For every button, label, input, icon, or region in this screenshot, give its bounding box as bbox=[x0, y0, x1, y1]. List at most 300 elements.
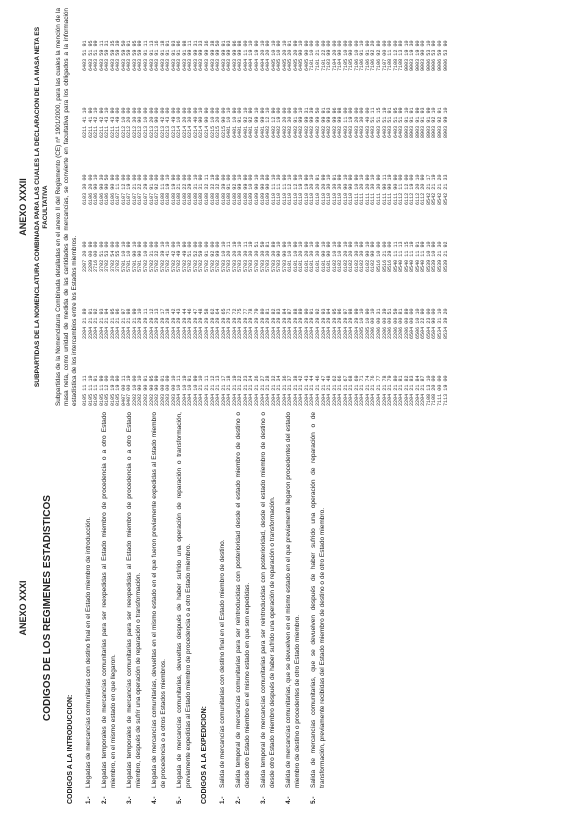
cn-code: 5703 30 59 bbox=[259, 241, 266, 272]
cn-code: 6403 40 00 bbox=[364, 107, 371, 138]
introduction-code-item bbox=[175, 412, 193, 804]
code-column bbox=[83, 142, 449, 205]
cn-code: 0407 00 19 bbox=[126, 375, 133, 406]
cn-code: 8903 92 91 bbox=[437, 107, 443, 138]
cn-code: 2202 90 95 bbox=[148, 375, 155, 406]
cn-code: 7108 20 00 bbox=[431, 375, 438, 406]
cn-code: 2204 21 26 bbox=[253, 375, 260, 406]
cn-code: 2204 21 10 bbox=[198, 375, 205, 406]
cn-code: 6101 10 90 bbox=[292, 241, 299, 272]
cn-code: 2204 21 17 bbox=[220, 375, 227, 406]
code-column bbox=[83, 343, 449, 406]
cn-code: 2204 21 80 bbox=[392, 375, 399, 406]
cn-code: 6107 12 00 bbox=[120, 174, 127, 205]
cn-code: 6401 10 90 bbox=[231, 107, 238, 138]
cn-code: 5703 20 19 bbox=[231, 241, 238, 272]
cn-code: 6111 90 90 bbox=[392, 174, 399, 205]
cn-code: 0105 11 99 bbox=[98, 375, 105, 406]
cn-code: 6108 19 90 bbox=[170, 174, 177, 205]
cn-code: 8534 31 10 bbox=[437, 308, 443, 339]
cn-code: 5701 90 10 bbox=[131, 241, 138, 272]
cn-code: 0407 00 11 bbox=[120, 375, 127, 406]
cn-code: 6403 91 16 bbox=[154, 40, 161, 71]
item-text: Salida de mercancías comunitarias, que se devuelven después de haber sufrido una operación de reparación o de transformación, previamente recibidas del Estado miembro de destino o de otro Estado miembro. bbox=[310, 412, 326, 788]
cn-code: 6403 91 13 bbox=[148, 40, 155, 71]
item-text: Salida temporal de mercancías comunitarias para ser reintroducidas con posterioridad, desde el estado miembro de destino o desde otro Estado miembro después de haber sufrido una operación de reparación o transformación. bbox=[260, 412, 276, 788]
cn-code: 6401 10 10 bbox=[226, 107, 233, 138]
cn-code: 2204 21 46 bbox=[314, 375, 321, 406]
cn-code: 3702 54 00 bbox=[109, 241, 116, 272]
cn-code: 6107 19 00 bbox=[126, 174, 133, 205]
cn-code: 0105 19 90 bbox=[115, 375, 122, 406]
cn-code: 6102 90 10 bbox=[364, 241, 371, 272]
cn-code: 5702 91 00 bbox=[204, 241, 211, 272]
cn-code: 8903 99 10 bbox=[442, 107, 449, 138]
cn-code: 7104 90 00 bbox=[337, 40, 344, 71]
cn-code: 7113 19 00 bbox=[442, 375, 449, 406]
cn-code: 5702 41 10 bbox=[165, 241, 172, 272]
cn-code: 7106 92 20 bbox=[370, 40, 377, 71]
item-number: 4.- bbox=[151, 796, 158, 804]
cn-code: 7106 91 10 bbox=[359, 40, 366, 71]
cn-code: 6403 99 91 bbox=[220, 40, 227, 71]
cn-code: 2202 90 91 bbox=[143, 375, 150, 406]
cn-code: 6403 59 35 bbox=[109, 40, 116, 71]
cn-code: 6112 11 00 bbox=[398, 174, 405, 205]
cn-code: 2207 20 00 bbox=[82, 241, 88, 272]
cn-code: 2203 00 10 bbox=[170, 375, 177, 406]
code-column bbox=[83, 8, 449, 71]
cn-code: 8542 21 33 bbox=[442, 174, 449, 205]
cn-code: 6112 19 00 bbox=[409, 174, 416, 205]
cn-code: 6401 92 90 bbox=[248, 107, 255, 138]
cn-code: 2204 29 95 bbox=[331, 308, 338, 339]
expedition-code-item bbox=[259, 412, 277, 804]
cn-code: 6212 20 00 bbox=[126, 107, 133, 138]
item-number: 5.- bbox=[310, 796, 317, 804]
cn-code: 6211 41 10 bbox=[82, 107, 88, 138]
cn-code: 6110 12 10 bbox=[287, 174, 294, 205]
cn-code: 6403 99 96 bbox=[231, 40, 238, 71]
cn-code: 8903 91 93 bbox=[420, 107, 427, 138]
cn-code: 6403 91 11 bbox=[143, 40, 150, 71]
cn-code: 2204 21 32 bbox=[270, 375, 277, 406]
cn-code: 6403 99 31 bbox=[192, 40, 199, 71]
cn-code: 2204 21 76 bbox=[370, 375, 377, 406]
cn-code: 6111 20 90 bbox=[364, 174, 371, 205]
annex-xxxi-heading: ANEXO XXXI bbox=[18, 580, 28, 636]
cn-code: 2204 21 12 bbox=[209, 375, 216, 406]
cn-code: 6101 10 10 bbox=[287, 241, 294, 272]
cn-code: 2204 21 98 bbox=[126, 308, 133, 339]
cn-code: 6403 99 11 bbox=[187, 40, 194, 71]
cn-code: 8542 21 20 bbox=[437, 174, 443, 205]
cn-code: 8542 21 19 bbox=[431, 174, 438, 205]
cn-code: 7101 10 00 bbox=[309, 40, 316, 71]
expedition-code-item bbox=[218, 412, 227, 804]
cn-code-table bbox=[83, 8, 449, 406]
cn-code: 6213 90 00 bbox=[154, 107, 161, 138]
cn-code: 6405 20 91 bbox=[287, 40, 294, 71]
cn-code: 6403 91 98 bbox=[181, 40, 188, 71]
cn-code: 2204 21 27 bbox=[259, 375, 266, 406]
cn-code: 6211 49 00 bbox=[115, 107, 122, 138]
cn-code: 0105 11 11 bbox=[82, 375, 88, 406]
statistical-regimes-title: CODIGOS DE LOS REGIMENES ESTADISTICOS bbox=[42, 495, 53, 721]
cn-code: 2202 10 00 bbox=[131, 375, 138, 406]
cn-code: 6109 90 30 bbox=[259, 174, 266, 205]
annex-xxxii bbox=[18, 8, 566, 406]
cn-code: 7101 22 00 bbox=[320, 40, 327, 71]
cn-code: 2204 29 93 bbox=[320, 308, 327, 339]
cn-code: 2205 10 10 bbox=[359, 308, 366, 339]
cn-code: 8903 91 99 bbox=[425, 107, 432, 138]
cn-code: 6402 12 90 bbox=[270, 107, 277, 138]
cn-code: 6403 99 36 bbox=[204, 40, 211, 71]
cn-code: 6107 22 00 bbox=[137, 174, 144, 205]
cn-code: 6102 30 90 bbox=[359, 241, 366, 272]
cn-code: 6405 20 99 bbox=[292, 40, 299, 71]
cn-code: 8516 21 00 bbox=[381, 241, 388, 272]
code-column bbox=[83, 276, 449, 339]
cn-code: 6401 91 00 bbox=[237, 107, 244, 138]
cn-code: 2204 21 22 bbox=[237, 375, 244, 406]
cn-code: 6107 29 00 bbox=[143, 174, 150, 205]
cn-code: 5703 30 10 bbox=[237, 241, 244, 272]
cn-code: 2206 00 81 bbox=[398, 308, 405, 339]
cn-code: 8540 11 13 bbox=[398, 241, 405, 272]
cn-code: 6403 51 91 bbox=[387, 107, 394, 138]
cn-code: 2204 21 71 bbox=[359, 375, 366, 406]
cn-code: 6214 40 00 bbox=[192, 107, 199, 138]
cn-code: 6213 43 00 bbox=[165, 107, 172, 138]
annex-xxxi bbox=[18, 412, 563, 804]
cn-code: 6106 90 10 bbox=[93, 174, 100, 205]
cn-code: 2204 21 36 bbox=[281, 375, 288, 406]
cn-code: 8903 91 91 bbox=[409, 107, 416, 138]
cn-code: 5702 42 00 bbox=[170, 241, 177, 272]
cn-code: 5703 90 10 bbox=[276, 241, 283, 272]
cn-code: 8540 11 99 bbox=[420, 241, 427, 272]
cn-code: 6401 99 90 bbox=[259, 107, 266, 138]
cn-code: 6214 30 00 bbox=[187, 107, 194, 138]
cn-code: 7105 90 00 bbox=[348, 40, 355, 71]
cn-code: 8539 21 92 bbox=[442, 241, 449, 272]
cn-code: 2204 21 67 bbox=[342, 375, 349, 406]
cn-code: 6403 59 31 bbox=[104, 40, 111, 71]
cn-code: 6402 99 98 bbox=[337, 107, 344, 138]
cn-code: 6403 51 19 bbox=[381, 107, 388, 138]
cn-code: 7106 92 80 bbox=[375, 40, 382, 71]
cn-code: 6107 21 00 bbox=[131, 174, 138, 205]
cn-code: 6110 11 10 bbox=[270, 174, 277, 205]
cn-code: 6402 12 10 bbox=[265, 107, 272, 138]
cn-code: 0105 11 19 bbox=[87, 375, 94, 406]
nomenclature-subtitle: SUBPARTIDAS DE LA NOMENCLATURA COMBINADA PARA LAS CUALES LA DECLARACION DE LA MASA NETA ES FACULTATIVA bbox=[34, 26, 49, 388]
item-text: Llegada de mercancías comunitarias, devueltas después de haber sufrido una operación de reparación o transformación, previamente expedidas al Estado miembro de procedencia o a otro Estado miembro. bbox=[176, 412, 192, 788]
cn-code: 6111 90 11 bbox=[381, 174, 388, 205]
cn-code: 2204 21 42 bbox=[298, 375, 305, 406]
cn-code: 6402 20 00 bbox=[281, 107, 288, 138]
item-text: Llegadas temporales de mercancías comunitarias para ser reexpedidas al Estado miembro de procedencia o a otro Estado miembro, en el mismo estado en que llegaron. bbox=[101, 412, 117, 788]
cn-code: 2204 21 18 bbox=[226, 375, 233, 406]
cn-code: 2204 29 79 bbox=[253, 308, 260, 339]
cn-code: 7106 10 00 bbox=[353, 40, 360, 71]
introduction-code-item bbox=[100, 412, 118, 804]
cn-code: 2204 21 95 bbox=[109, 308, 116, 339]
cn-code: 2204 10 19 bbox=[181, 375, 188, 406]
item-text: Llegada de mercancías comunitarias, devueltas en el mismo estado en el que fueron previamente expedidas al Estado miembro de procedencia o a otros Estados miembros. bbox=[151, 412, 167, 788]
cn-code: 2204 29 82 bbox=[270, 308, 277, 339]
cn-code: 5703 90 90 bbox=[281, 241, 288, 272]
cn-code: 6110 19 10 bbox=[298, 174, 305, 205]
cn-code: 5702 39 10 bbox=[159, 241, 166, 272]
cn-code: 5701 10 99 bbox=[126, 241, 133, 272]
cn-code: 6215 10 00 bbox=[209, 107, 216, 138]
cn-code: 6402 99 39 bbox=[309, 107, 316, 138]
cn-code: 5702 32 00 bbox=[154, 241, 161, 272]
expedition-code-item bbox=[284, 412, 302, 804]
cn-code: 6405 10 90 bbox=[276, 40, 283, 71]
cn-code: 3702 53 00 bbox=[104, 241, 111, 272]
cn-code: 2204 21 96 bbox=[115, 308, 122, 339]
cn-code: 0105 11 91 bbox=[93, 375, 100, 406]
cn-code: 6402 99 50 bbox=[314, 107, 321, 138]
cn-code: 6109 10 00 bbox=[248, 174, 255, 205]
cn-code: 6402 99 91 bbox=[320, 107, 327, 138]
cn-code: 2204 29 62 bbox=[209, 308, 216, 339]
cn-code: 6213 20 00 bbox=[148, 107, 155, 138]
cn-code: 2204 21 78 bbox=[381, 375, 388, 406]
cn-code: 2204 29 17 bbox=[159, 308, 166, 339]
cn-code: 5702 51 00 bbox=[187, 241, 194, 272]
cn-code: 6403 59 50 bbox=[120, 40, 127, 71]
cn-code: 2204 21 79 bbox=[387, 375, 394, 406]
cn-code: 6106 90 50 bbox=[104, 174, 111, 205]
cn-code: 6404 19 10 bbox=[248, 40, 255, 71]
cn-code: 5702 10 00 bbox=[143, 241, 150, 272]
cn-code: 6403 11 00 bbox=[342, 107, 349, 138]
cn-code: 2204 29 87 bbox=[287, 308, 294, 339]
cn-code: 6402 30 00 bbox=[287, 107, 294, 138]
cn-code: 3702 51 00 bbox=[98, 241, 105, 272]
cn-code: 7107 00 00 bbox=[381, 40, 388, 71]
cn-code: 7108 11 00 bbox=[387, 40, 394, 71]
cn-code: 2204 21 91 bbox=[87, 308, 94, 339]
cn-code: 2204 29 18 bbox=[165, 308, 172, 339]
cn-code: 5702 99 00 bbox=[215, 241, 222, 272]
cn-code: 2204 29 92 bbox=[314, 308, 321, 339]
cn-code: 2204 21 62 bbox=[331, 375, 338, 406]
item-text: Salida de mercancías comunitarias con destino final en el Estado miembro de destino. bbox=[219, 539, 226, 788]
cn-code: 2206 00 31 bbox=[375, 308, 382, 339]
item-number: 2.- bbox=[101, 796, 108, 804]
cn-code: 2204 21 82 bbox=[403, 375, 410, 406]
cn-code: 2204 29 91 bbox=[309, 308, 316, 339]
cn-code: 2204 29 78 bbox=[248, 308, 255, 339]
cn-code: 6214 90 90 bbox=[204, 107, 211, 138]
cn-code: 6213 42 00 bbox=[159, 107, 166, 138]
expedition-code-item bbox=[234, 412, 252, 804]
cn-code: 6403 19 00 bbox=[348, 107, 355, 138]
cn-code: 2204 29 71 bbox=[226, 308, 233, 339]
cn-code: 6403 59 95 bbox=[131, 40, 138, 71]
cn-code: 6211 43 90 bbox=[109, 107, 116, 138]
cn-code: 2204 29 97 bbox=[342, 308, 349, 339]
cn-code: 2204 21 66 bbox=[337, 375, 344, 406]
cn-code: 2204 29 11 bbox=[143, 308, 150, 339]
cn-code: 6110 19 90 bbox=[303, 174, 310, 205]
cn-code: 8516 29 00 bbox=[387, 241, 394, 272]
cn-code: 2204 29 77 bbox=[242, 308, 249, 339]
cn-code: 6214 20 00 bbox=[181, 107, 188, 138]
cn-code: 7108 13 80 bbox=[398, 40, 405, 71]
cn-code: 6108 11 00 bbox=[159, 174, 166, 205]
cn-code: 9006 53 10 bbox=[425, 40, 432, 71]
cn-code: 6106 90 90 bbox=[109, 174, 116, 205]
cn-code: 6102 90 90 bbox=[370, 241, 377, 272]
item-number: 2.- bbox=[235, 796, 242, 804]
cn-code: 6112 12 00 bbox=[403, 174, 410, 205]
cn-code: 9006 53 90 bbox=[431, 40, 438, 71]
item-text: Llegadas de mercancías comunitarias con destino final en el Estado miembro de introducción. bbox=[85, 517, 92, 788]
cn-code: 6108 32 90 bbox=[215, 174, 222, 205]
cn-code: 6403 20 00 bbox=[353, 107, 360, 138]
item-text: Salida temporal de mercancías comunitarias para ser reintroducidas con posterioridad desde el estado miembro de destino o desde otro Estado miembro en el mismo estado en que son expedidas. bbox=[235, 412, 251, 788]
cn-code: 2204 21 92 bbox=[93, 308, 100, 339]
cn-code: 6108 19 10 bbox=[165, 174, 172, 205]
cn-code: 8539 10 90 bbox=[431, 241, 438, 272]
cn-code: 6108 21 00 bbox=[176, 174, 183, 205]
introduction-code-item bbox=[150, 412, 168, 804]
cn-code: 5703 30 11 bbox=[242, 241, 249, 272]
cn-code: 6112 20 90 bbox=[420, 174, 427, 205]
cn-code: 6101 20 10 bbox=[298, 241, 305, 272]
cn-code: 5702 52 00 bbox=[192, 241, 199, 272]
cn-code: 6110 20 10 bbox=[309, 174, 316, 205]
cn-code: 2204 29 94 bbox=[326, 308, 333, 339]
cn-code: 8540 11 19 bbox=[409, 241, 416, 272]
cn-code: 6101 90 10 bbox=[320, 241, 327, 272]
cn-code: 6211 42 90 bbox=[98, 107, 105, 138]
cn-code: 5703 20 11 bbox=[226, 241, 233, 272]
cn-code: 6109 90 10 bbox=[253, 174, 260, 205]
cn-code: 2204 21 83 bbox=[409, 375, 416, 406]
cn-code: 2204 29 48 bbox=[198, 308, 205, 339]
cn-code: 8534 39 20 bbox=[442, 308, 449, 339]
cn-code: 6403 59 39 bbox=[115, 40, 122, 71]
cn-code: 6110 11 30 bbox=[276, 174, 283, 205]
cn-code: 6211 43 10 bbox=[104, 107, 111, 138]
cn-code: 6403 59 91 bbox=[126, 40, 133, 71]
cn-code: 6403 51 95 bbox=[392, 107, 399, 138]
cn-code: 2204 21 77 bbox=[375, 375, 382, 406]
cn-code: 2204 21 94 bbox=[104, 308, 111, 339]
cn-code: 6102 20 10 bbox=[342, 241, 349, 272]
cn-code: 6213 10 00 bbox=[143, 107, 150, 138]
cn-code: 6504 22 90 bbox=[420, 308, 427, 339]
cn-code: 2204 21 99 bbox=[131, 308, 138, 339]
cn-code: 8903 91 10 bbox=[403, 107, 410, 138]
cn-code: 2204 21 34 bbox=[276, 375, 283, 406]
introduction-codes-heading: CODIGOS A LA INTRODUCCION: bbox=[67, 694, 74, 804]
cn-code: 9006 53 90 bbox=[442, 40, 449, 71]
cn-code: 6110 20 99 bbox=[320, 174, 327, 205]
cn-code: 3702 55 00 bbox=[115, 241, 122, 272]
cn-code: 2204 21 48 bbox=[326, 375, 333, 406]
item-number: 1.- bbox=[219, 796, 226, 804]
cn-code: 6214 90 10 bbox=[198, 107, 205, 138]
cn-code: 6108 32 19 bbox=[209, 174, 216, 205]
cn-code: 6103 30 00 bbox=[82, 174, 88, 205]
cn-code: 7105 10 00 bbox=[342, 40, 349, 71]
item-text: Salida de mercancías comunitarias, que se devuelven en el mismo estado en el que previamente llegaron procedentes del estado miembro de destino o procedentes de otro Estado miembro. bbox=[285, 412, 301, 788]
introduction-code-item bbox=[84, 412, 93, 804]
cn-code: 2204 21 68 bbox=[348, 375, 355, 406]
cn-code: 6215 20 00 bbox=[215, 107, 222, 138]
cn-code: 2204 29 90 bbox=[303, 308, 310, 339]
cn-code: 5702 59 00 bbox=[198, 241, 205, 272]
code-column bbox=[83, 209, 449, 272]
cn-code: 2204 29 75 bbox=[237, 308, 244, 339]
cn-code: 2204 21 69 bbox=[353, 375, 360, 406]
cn-code: 2204 21 74 bbox=[364, 375, 371, 406]
cn-code: 2204 29 12 bbox=[148, 308, 155, 339]
cn-code: 6111 30 10 bbox=[370, 174, 377, 205]
cn-code: 6108 92 00 bbox=[231, 174, 238, 205]
cn-code: 5703 30 51 bbox=[253, 241, 260, 272]
cn-code: 2204 21 44 bbox=[309, 375, 316, 406]
cn-code: 6108 31 10 bbox=[192, 174, 199, 205]
cn-code: 2204 29 13 bbox=[154, 308, 161, 339]
cn-code: 6404 20 10 bbox=[259, 40, 266, 71]
item-number: 3.- bbox=[126, 796, 133, 804]
cn-code: 6403 30 00 bbox=[359, 107, 366, 138]
cn-code: 9006 59 00 bbox=[437, 40, 443, 71]
cn-code: 6213 49 00 bbox=[170, 107, 177, 138]
cn-code: 6405 10 10 bbox=[270, 40, 277, 71]
cn-code: 6111 30 90 bbox=[375, 174, 382, 205]
cn-code: 6403 99 50 bbox=[215, 40, 222, 71]
cn-code: 2204 29 80 bbox=[259, 308, 266, 339]
cn-code: 6403 51 95 bbox=[87, 40, 94, 71]
cn-code: 6402 99 31 bbox=[303, 107, 310, 138]
expedition-code-item bbox=[309, 412, 327, 804]
cn-code: 2205 10 90 bbox=[364, 308, 371, 339]
cn-code: 6404 20 90 bbox=[265, 40, 272, 71]
cn-code: 6405 20 10 bbox=[281, 40, 288, 71]
cn-code: 2204 21 43 bbox=[303, 375, 310, 406]
cn-code: 6405 90 90 bbox=[303, 40, 310, 71]
cn-code: 6211 41 90 bbox=[87, 107, 94, 138]
cn-code: 6403 91 93 bbox=[170, 40, 177, 71]
cn-code: 8542 21 17 bbox=[425, 174, 432, 205]
cn-code: 6403 59 99 bbox=[137, 40, 144, 71]
cn-code: 6402 91 00 bbox=[292, 107, 299, 138]
cn-code: 6108 32 11 bbox=[204, 174, 211, 205]
introduction-code-item bbox=[125, 412, 143, 804]
intro-paragraph: Subpartidas de la Nomenclatura Combinada detalladas en el anexo II del Reglamento (CE) nº 1901/2000, para las cuales la mención de la masa neta, como unidad de medida de las cantidades de mercancías, se convierte en facultativa para los obligados a la información estadística de los intercambios entre los Estados miembros. bbox=[55, 8, 78, 406]
item-number: 3.- bbox=[260, 796, 267, 804]
cn-code: 2204 21 97 bbox=[120, 308, 127, 339]
cn-code: 2204 29 47 bbox=[192, 308, 199, 339]
cn-code: 6402 99 96 bbox=[331, 107, 338, 138]
cn-code: 6111 90 19 bbox=[387, 174, 394, 205]
cn-code: 6110 30 91 bbox=[331, 174, 338, 205]
cn-code: 6108 29 00 bbox=[187, 174, 194, 205]
cn-code: 8540 11 91 bbox=[414, 241, 421, 272]
cn-code: 6403 59 11 bbox=[98, 40, 105, 71]
